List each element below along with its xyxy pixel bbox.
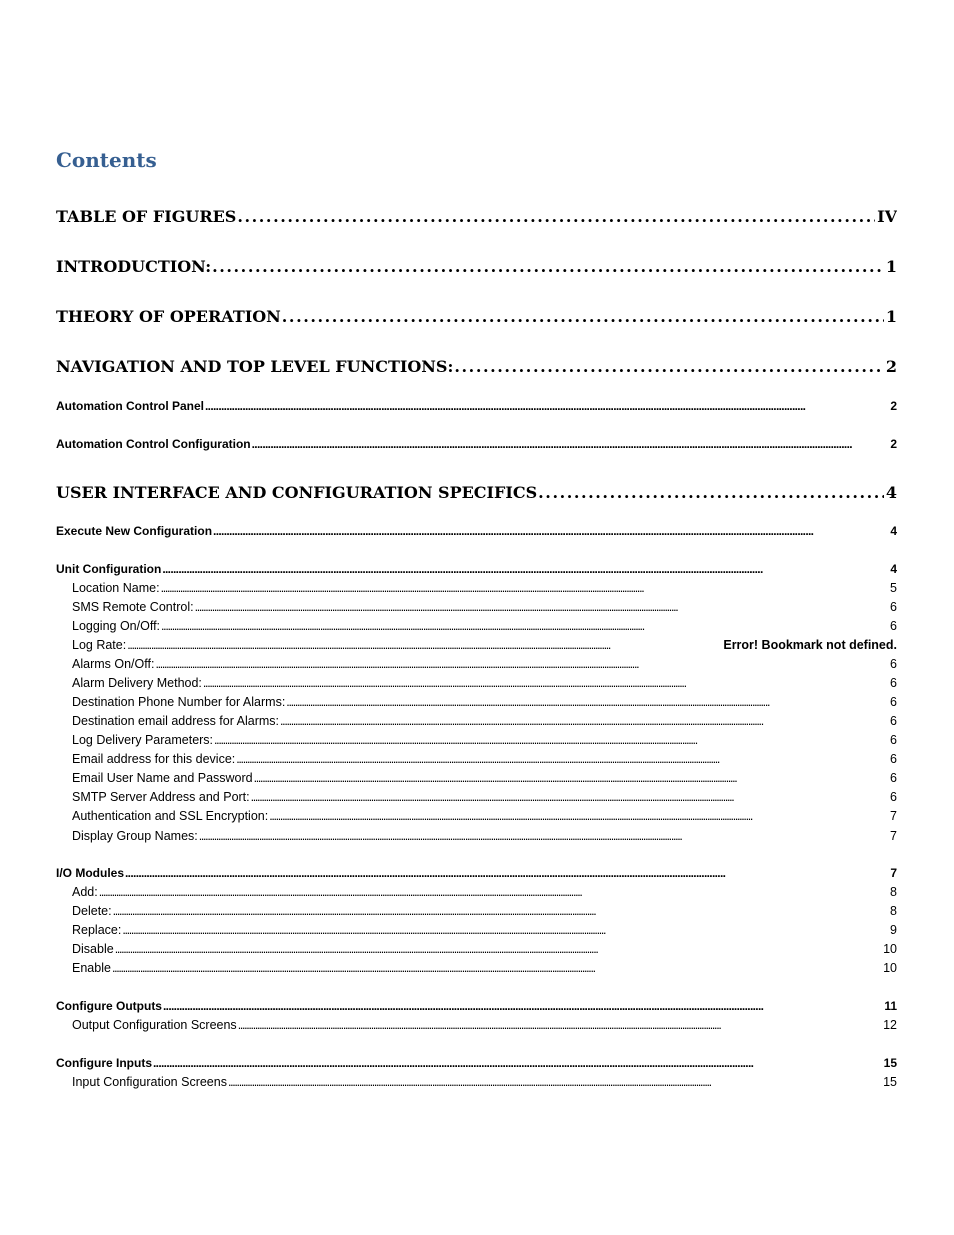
toc-entry-title: Alarm Delivery Method: xyxy=(72,676,202,690)
toc-entry-page: 6 xyxy=(890,790,897,804)
toc-entry[interactable] xyxy=(56,437,897,451)
toc-entry-title: Enable xyxy=(72,961,111,975)
toc-entry[interactable] xyxy=(72,942,897,956)
toc-entry-title: Display Group Names: xyxy=(72,829,198,843)
toc-entry-page: 2 xyxy=(890,437,897,451)
toc-entry-page: 7 xyxy=(890,866,897,880)
toc-leader-dots xyxy=(122,923,888,937)
toc-leader-dots xyxy=(237,207,875,226)
toc-entry[interactable] xyxy=(72,923,897,937)
toc-entry[interactable] xyxy=(72,581,897,595)
toc-entry[interactable] xyxy=(56,307,897,326)
toc-entry-title: THEORY OF OPERATION xyxy=(56,307,281,326)
toc-leader-dots xyxy=(113,904,888,918)
toc-entry-page: 6 xyxy=(890,771,897,785)
toc-leader-dots xyxy=(163,999,882,1013)
toc-leader-dots xyxy=(99,885,888,899)
toc-leader-dots xyxy=(127,638,721,652)
toc-leader-dots xyxy=(161,619,888,633)
toc-entry-title: SMS Remote Control: xyxy=(72,600,194,614)
toc-entry-title: USER INTERFACE AND CONFIGURATION SPECIFICS xyxy=(56,483,538,502)
toc-entry-page: 11 xyxy=(884,999,897,1013)
toc-leader-dots xyxy=(228,1075,881,1089)
toc-entry-title: Replace: xyxy=(72,923,122,937)
toc-leader-dots xyxy=(252,437,889,451)
toc-leader-dots xyxy=(115,942,881,956)
toc-entry[interactable] xyxy=(72,733,897,747)
toc-leader-dots xyxy=(238,1018,881,1032)
toc-entry[interactable] xyxy=(56,1056,897,1070)
toc-entry[interactable] xyxy=(72,961,897,975)
toc-entry-page: 7 xyxy=(890,809,897,823)
toc-entry-title: Disable xyxy=(72,942,114,956)
toc-entry-title: Automation Control Configuration xyxy=(56,437,251,451)
toc-leader-dots xyxy=(212,257,884,276)
toc-entry-title: Delete: xyxy=(72,904,112,918)
toc-leader-dots xyxy=(538,483,884,502)
toc-entry-page: 6 xyxy=(890,714,897,728)
toc-entry[interactable] xyxy=(72,638,897,652)
toc-entry-page: 6 xyxy=(890,733,897,747)
toc-leader-dots xyxy=(161,581,888,595)
toc-entry[interactable] xyxy=(56,257,897,276)
toc-entry-title: Email address for this device: xyxy=(72,752,236,766)
toc-entry-page: 15 xyxy=(883,1056,897,1070)
toc-entry-title: SMTP Server Address and Port: xyxy=(72,790,250,804)
toc-leader-dots xyxy=(112,961,881,975)
toc-entry-page: 7 xyxy=(890,829,897,843)
toc-entry-page: 2 xyxy=(890,399,897,413)
toc-leader-dots xyxy=(286,695,888,709)
toc-leader-dots xyxy=(280,714,888,728)
toc-entry[interactable] xyxy=(72,904,897,918)
toc-leader-dots xyxy=(454,357,883,376)
toc-entry-title: Configure Inputs xyxy=(56,1056,152,1070)
toc-entry-title: Authentication and SSL Encryption: xyxy=(72,809,269,823)
toc-entry-title: Destination Phone Number for Alarms: xyxy=(72,695,286,709)
toc-leader-dots xyxy=(214,733,888,747)
toc-entry[interactable] xyxy=(72,885,897,899)
toc-entry[interactable] xyxy=(56,399,897,413)
toc-leader-dots xyxy=(125,866,888,880)
toc-entry-page: 4 xyxy=(885,483,897,502)
toc-leader-dots xyxy=(162,562,888,576)
toc-leader-dots xyxy=(199,829,888,843)
toc-entry[interactable] xyxy=(72,809,897,823)
toc-entry-title: Add: xyxy=(72,885,98,899)
toc-entry-title: Log Delivery Parameters: xyxy=(72,733,214,747)
toc-entry-page: 6 xyxy=(890,657,897,671)
toc-leader-dots xyxy=(205,399,888,413)
toc-entry-page: 5 xyxy=(890,581,897,595)
toc-entry[interactable] xyxy=(72,714,897,728)
toc-entry-title: INTRODUCTION: xyxy=(56,257,212,276)
toc-entry[interactable] xyxy=(56,357,897,376)
toc-leader-dots xyxy=(195,600,888,614)
toc-leader-dots xyxy=(251,790,888,804)
toc-entry-page: 4 xyxy=(890,562,897,576)
toc-entry-page: 6 xyxy=(890,600,897,614)
toc-entry-page: 6 xyxy=(890,752,897,766)
toc-entry[interactable] xyxy=(56,866,897,880)
toc-entry[interactable] xyxy=(56,562,897,576)
toc-entry-page: 1 xyxy=(885,307,897,326)
toc-leader-dots xyxy=(203,676,888,690)
toc-entry[interactable] xyxy=(56,483,897,502)
toc-entry-title: Output Configuration Screens xyxy=(72,1018,237,1032)
toc-entry-page: 15 xyxy=(883,1075,897,1089)
toc-leader-dots xyxy=(282,307,884,326)
toc-entry[interactable] xyxy=(72,752,897,766)
toc-entry-page: 1 xyxy=(885,257,897,276)
contents-heading: Contents xyxy=(56,148,157,172)
toc-entry-title: Location Name: xyxy=(72,581,160,595)
toc-entry-page: 8 xyxy=(890,885,897,899)
toc-entry[interactable] xyxy=(72,695,897,709)
toc-entry-title: Alarms On/Off: xyxy=(72,657,155,671)
toc-entry-title: NAVIGATION AND TOP LEVEL FUNCTIONS: xyxy=(56,357,454,376)
toc-entry-title: Email User Name and Password xyxy=(72,771,253,785)
toc-entry-title: Unit Configuration xyxy=(56,562,162,576)
toc-entry-title: I/O Modules xyxy=(56,866,125,880)
toc-entry-title: Automation Control Panel xyxy=(56,399,204,413)
toc-entry[interactable] xyxy=(72,1018,897,1032)
toc-entry[interactable] xyxy=(56,207,897,226)
toc-entry[interactable] xyxy=(72,829,897,843)
toc-entry-page: 10 xyxy=(883,942,897,956)
toc-entry-page: 6 xyxy=(890,676,897,690)
toc-leader-dots xyxy=(213,524,888,538)
toc-entry[interactable] xyxy=(72,600,897,614)
toc-entry-page: 8 xyxy=(890,904,897,918)
toc-entry[interactable] xyxy=(72,790,897,804)
toc-leader-dots xyxy=(236,752,888,766)
toc-entry-title: Destination email address for Alarms: xyxy=(72,714,280,728)
toc-entry[interactable] xyxy=(56,524,897,538)
toc-entry-title: Execute New Configuration xyxy=(56,524,213,538)
toc-entry-page: Error! Bookmark not defined. xyxy=(723,638,897,652)
toc-entry-title: Configure Outputs xyxy=(56,999,162,1013)
toc-entry-title: Log Rate: xyxy=(72,638,127,652)
toc-leader-dots xyxy=(254,771,888,785)
toc-entry-page: 9 xyxy=(890,923,897,937)
toc-entry[interactable] xyxy=(72,771,897,785)
toc-entry-page: 12 xyxy=(883,1018,897,1032)
toc-entry-title: Input Configuration Screens xyxy=(72,1075,227,1089)
toc-leader-dots xyxy=(155,657,888,671)
toc-leader-dots xyxy=(269,809,888,823)
toc-entry[interactable] xyxy=(72,676,897,690)
toc-entry[interactable] xyxy=(72,1075,897,1089)
toc-entry[interactable] xyxy=(56,999,897,1013)
toc-entry-title: Logging On/Off: xyxy=(72,619,161,633)
toc-entry-page: 10 xyxy=(883,961,897,975)
toc-leader-dots xyxy=(153,1056,882,1070)
toc-entry-page: 4 xyxy=(890,524,897,538)
toc-entry-page: 2 xyxy=(885,357,897,376)
toc-entry-title: TABLE OF FIGURES xyxy=(56,207,237,226)
toc-entry-page: 6 xyxy=(890,695,897,709)
toc-entry-page: IV xyxy=(877,207,897,226)
toc-entry[interactable] xyxy=(72,619,897,633)
toc-entry[interactable] xyxy=(72,657,897,671)
toc-entry-page: 6 xyxy=(890,619,897,633)
